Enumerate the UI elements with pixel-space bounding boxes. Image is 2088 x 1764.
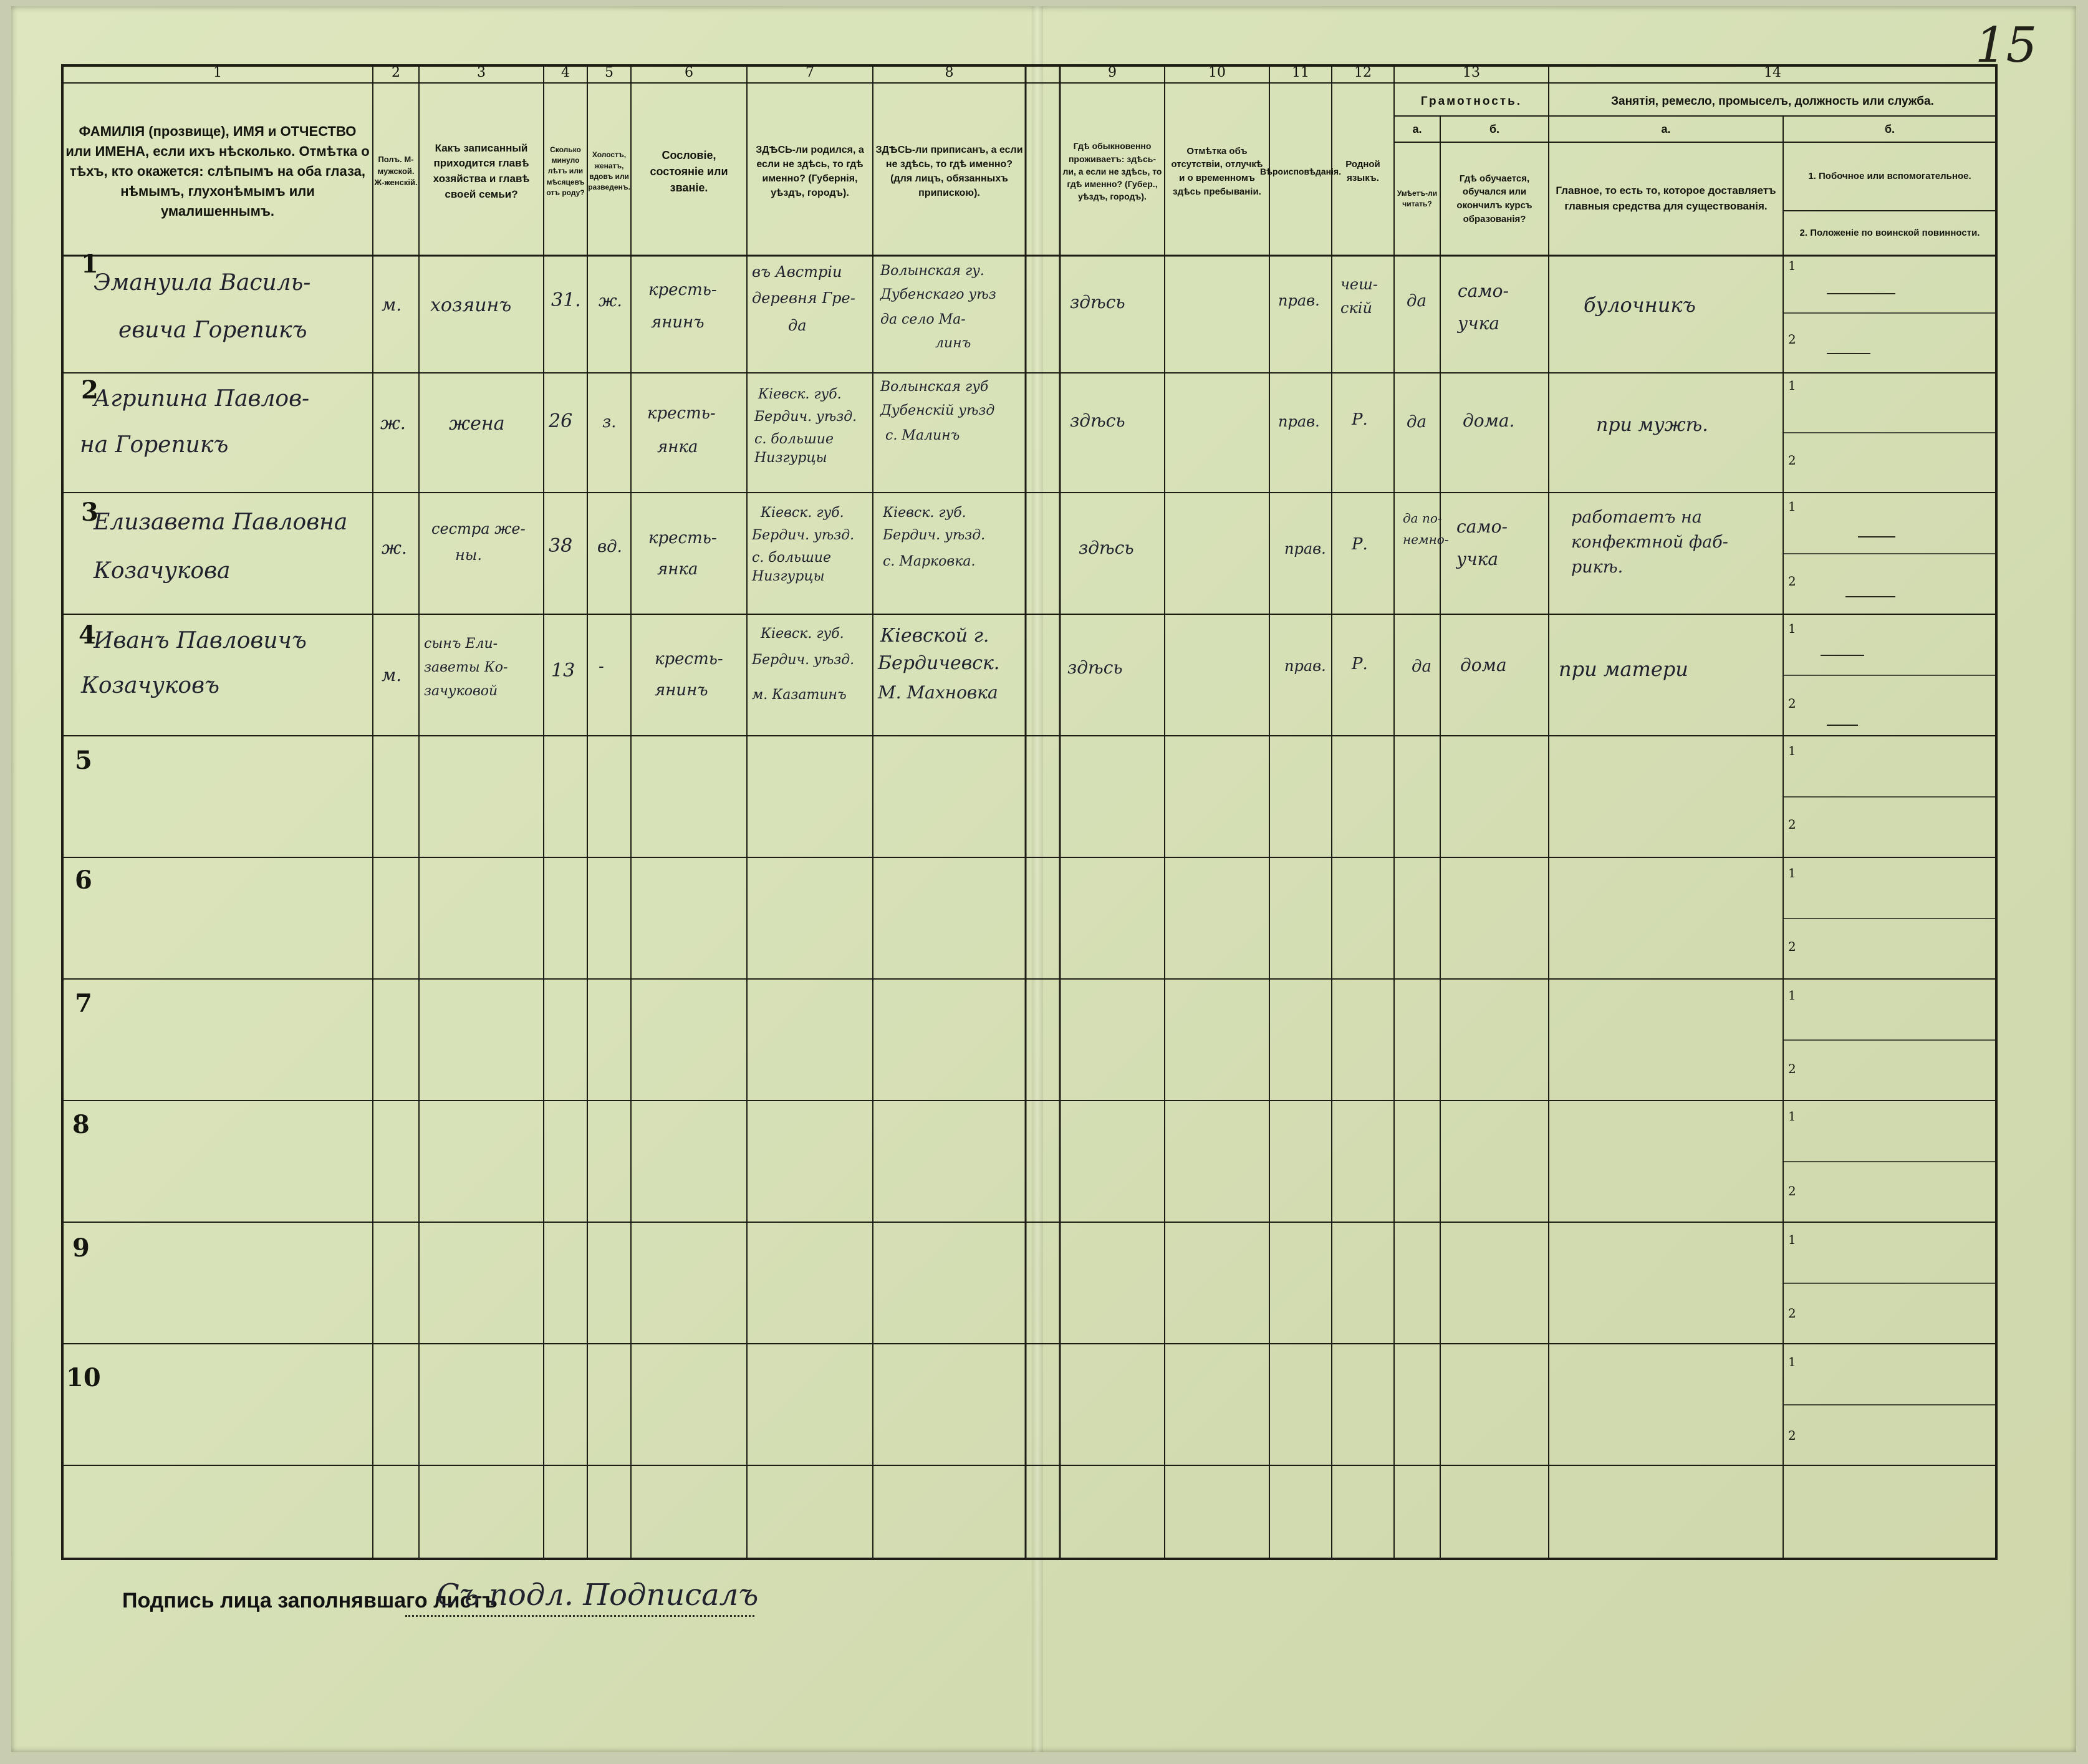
header-col13b-label: б. xyxy=(1489,122,1500,135)
row2-birth-2: Бердич. уѣзд. xyxy=(754,409,857,425)
row3-residence: здѣсь xyxy=(1079,537,1134,558)
row2-name-line1: Агрипина Павлов- xyxy=(94,386,310,412)
row2-registered-2: Дубенскій уѣзд xyxy=(880,403,995,418)
header-col11-religion: Вѣроисповѣданія. xyxy=(1260,166,1341,176)
row-number-1: 1 xyxy=(81,249,99,279)
row4-relation-1: сынъ Ели- xyxy=(424,636,498,652)
column-number-6: 6 xyxy=(685,65,693,80)
row-number-10: 10 xyxy=(66,1363,101,1392)
row3-name-line1: Елизавета Павловна xyxy=(94,509,348,535)
row4-literacy: да xyxy=(1412,657,1431,676)
row1-estate-2: янинъ xyxy=(651,313,705,332)
column-number-8: 8 xyxy=(945,65,954,80)
row2-name-line2: на Горепикъ xyxy=(80,432,229,458)
row3-birth-3: с. большие Низгурцы xyxy=(752,550,831,584)
row2-occupation: при мужѣ. xyxy=(1596,414,1708,436)
row4-education: дома xyxy=(1460,655,1507,675)
header-col14b-military: 2. Положеніе по воинской повинности. xyxy=(1799,228,1980,239)
row6-sub-2: 2 xyxy=(1788,939,1796,954)
row3-relation-1: сестра же- xyxy=(431,520,526,537)
row2-literacy: да xyxy=(1407,413,1426,431)
row4-sub-2: 2 xyxy=(1788,696,1796,711)
column-number-11: 11 xyxy=(1292,65,1309,80)
row1-marital: ж. xyxy=(599,292,622,311)
signature: Съ подл. Подписалъ xyxy=(436,1578,759,1612)
row-number-5: 5 xyxy=(75,746,92,775)
row3-military-dash xyxy=(1845,596,1895,597)
row1-registered-3: да село Ма- xyxy=(880,312,966,327)
row9-sub-1: 1 xyxy=(1788,1232,1796,1247)
row3-secondary-dash xyxy=(1858,536,1895,537)
row8-sub-1: 1 xyxy=(1788,1109,1796,1124)
row2-marital: з. xyxy=(602,413,617,431)
row3-education-2: учка xyxy=(1456,549,1499,569)
row1-relation: хозяинъ xyxy=(430,294,512,316)
row4-birth-2: Бердич. уѣзд. xyxy=(752,652,855,668)
row1-registered-1: Волынская гу. xyxy=(880,263,984,279)
row3-sub-1: 1 xyxy=(1788,499,1796,514)
row3-registered-1: Кіевск. губ. xyxy=(883,505,966,521)
row10-sub-1: 1 xyxy=(1788,1354,1796,1369)
row4-sex: м. xyxy=(382,665,402,685)
row1-sub-2: 2 xyxy=(1788,332,1796,347)
header-col4-age: Сколько минуло лѣтъ или мѣсяцевъ отъ роду? xyxy=(546,145,585,198)
row1-education-2: учка xyxy=(1458,313,1500,334)
row2-registered-1: Волынская губ xyxy=(880,379,989,395)
row3-relation-2: ны. xyxy=(455,546,482,564)
header-col8-registration: ЗДѢСЬ-ли приписанъ, а если не здѣсь, то гдѣ именно? (для лицъ, обязанныхъ припискою). xyxy=(875,144,1023,199)
header-col9-residence: Гдѣ обыкновенно проживаетъ: здѣсь-ли, а если не здѣсь, то гдѣ именно? (Губер., уѣздъ, городъ). xyxy=(1062,141,1162,202)
row1-military-dash xyxy=(1827,353,1870,354)
column-number-7: 7 xyxy=(806,65,814,80)
row1-sub-1: 1 xyxy=(1788,258,1796,273)
row4-birth-1: Кіевск. губ. xyxy=(761,626,844,642)
row4-name-line2: Козачуковъ xyxy=(81,673,220,698)
column-number-3: 3 xyxy=(477,65,486,80)
row2-residence: здѣсь xyxy=(1070,410,1125,431)
row1-occupation: булочникъ xyxy=(1584,293,1696,317)
row2-birth-3: с. большие Низгурцы xyxy=(754,431,834,466)
header-col13a-label: а. xyxy=(1412,122,1422,135)
row4-age: 13 xyxy=(551,660,575,682)
row4-residence: здѣсь xyxy=(1067,657,1123,678)
row10-sub-2: 2 xyxy=(1788,1428,1796,1443)
header-col14-occupation: Занятія, ремесло, промыселъ, должность или служба. xyxy=(1611,95,1934,108)
row4-name-line1: Иванъ Павловичъ xyxy=(94,628,307,653)
row2-sub-2: 2 xyxy=(1788,453,1796,468)
column-number-2: 2 xyxy=(392,65,400,80)
row4-estate-1: кресть- xyxy=(655,650,723,668)
row1-sex: м. xyxy=(382,294,402,315)
row3-age: 38 xyxy=(549,535,573,557)
header-col13a-reads: Умѣетъ-ли читать? xyxy=(1397,188,1438,208)
row-number-6: 6 xyxy=(75,865,92,895)
column-number-4: 4 xyxy=(561,65,570,80)
row4-military-dash xyxy=(1827,725,1858,726)
row3-occupation-2: конфектной фаб- xyxy=(1571,533,1728,552)
row4-secondary-dash xyxy=(1821,655,1864,656)
row-number-4: 4 xyxy=(79,620,96,650)
row2-education: дома. xyxy=(1463,410,1515,431)
row1-registered-2: Дубенскаго уѣз xyxy=(880,287,996,302)
row4-registered-2: Бердичевск. xyxy=(878,652,1000,674)
column-number-9: 9 xyxy=(1108,65,1117,80)
column-number-14: 14 xyxy=(1764,65,1781,80)
row2-relation: жена xyxy=(449,413,505,435)
row3-birth-2: Бердич. уѣзд. xyxy=(752,528,855,543)
row-number-3: 3 xyxy=(81,498,99,527)
row3-occupation-3: рикѣ. xyxy=(1571,557,1624,577)
row7-sub-1: 1 xyxy=(1788,988,1796,1003)
row6-sub-1: 1 xyxy=(1788,865,1796,880)
row2-estate-1: кресть- xyxy=(647,404,716,423)
row3-occupation-1: работаетъ на xyxy=(1571,508,1702,527)
row1-birth-1: въ Австріи xyxy=(752,263,842,281)
row4-registered-3: М. Махновка xyxy=(878,682,998,703)
row4-registered-1: Кіевской г. xyxy=(880,625,989,647)
row3-education-1: само- xyxy=(1456,516,1508,537)
row3-sex: ж. xyxy=(382,537,407,558)
row5-sub-2: 2 xyxy=(1788,817,1796,832)
row4-marital: - xyxy=(599,657,604,676)
row4-relation-3: зачуковой xyxy=(424,683,498,699)
row3-marital: вд. xyxy=(597,537,622,556)
row3-name-line2: Козачукова xyxy=(94,558,231,584)
row3-literacy-1: да по- xyxy=(1403,511,1442,526)
row9-sub-2: 2 xyxy=(1788,1306,1796,1321)
row2-age: 26 xyxy=(549,410,573,432)
row-number-9: 9 xyxy=(72,1233,90,1263)
row1-birth-2: деревня Гре- xyxy=(752,289,855,307)
column-number-12: 12 xyxy=(1354,65,1372,80)
row3-sub-2: 2 xyxy=(1788,574,1796,589)
row-number-8: 8 xyxy=(72,1110,90,1139)
column-number-5: 5 xyxy=(605,65,613,80)
row2-registered-3: с. Малинъ xyxy=(885,428,960,443)
row2-estate-2: янка xyxy=(657,438,698,456)
row4-relation-2: заветы Ко- xyxy=(424,660,508,675)
header-col7-birthplace: ЗДѢСЬ-ли родился, а если не здѣсь, то гдѣ именно? (Губернія, уѣздъ, городъ). xyxy=(756,144,864,199)
row1-name-line2: евича Горепикъ xyxy=(118,317,307,343)
row5-sub-1: 1 xyxy=(1788,743,1796,758)
row1-residence: здѣсь xyxy=(1070,292,1125,312)
header-col5-marital: Холостъ, женатъ, вдовъ или разведенъ. xyxy=(588,150,630,192)
header-col13b-education: Гдѣ обучается, обучался или окончилъ курсъ образованія? xyxy=(1456,173,1532,224)
row1-registered-4: линъ xyxy=(935,335,971,351)
row8-sub-2: 2 xyxy=(1788,1183,1796,1198)
row2-sub-1: 1 xyxy=(1788,378,1796,393)
row4-language: Р. xyxy=(1352,655,1368,673)
row3-religion: прав. xyxy=(1284,540,1326,557)
row1-age: 31. xyxy=(551,289,581,311)
signature-line xyxy=(405,1615,754,1617)
row2-religion: прав. xyxy=(1278,413,1320,430)
row-number-2: 2 xyxy=(81,375,99,405)
header-col6-estate: Сословіе, состояніе или званіе. xyxy=(650,148,728,195)
row2-birth-1: Кіевск. губ. xyxy=(758,387,842,402)
row3-birth-1: Кіевск. губ. xyxy=(761,505,844,521)
row1-birth-3: да xyxy=(788,317,807,334)
row3-estate-1: кресть- xyxy=(648,529,717,547)
row7-sub-2: 2 xyxy=(1788,1061,1796,1076)
row1-literacy: да xyxy=(1407,292,1426,311)
header-col3-relation: Какъ записанный приходится главѣ хозяйства и главѣ своей семьи? xyxy=(433,142,530,200)
column-number-10: 10 xyxy=(1208,65,1226,80)
row3-estate-2: янка xyxy=(657,560,698,579)
header-col13-literacy: Грамотность. xyxy=(1420,95,1523,108)
row4-estate-2: янинъ xyxy=(655,681,708,700)
row1-language-2: скій xyxy=(1340,299,1372,317)
row1-language-1: чеш- xyxy=(1340,276,1378,293)
row2-sex: ж. xyxy=(380,413,406,433)
header-col1-name: ФАМИЛІЯ (прозвище), ИМЯ и ОТЧЕСТВО или ИМЕНА, если ихъ нѣсколько. Отмѣтка о тѣхъ, кто окажется: слѣпымъ на оба глаза, нѣмымъ, глухонѣмымъ или умалишеннымъ. xyxy=(65,123,370,219)
header-col12-language: Родной языкъ. xyxy=(1345,159,1380,183)
row4-occupation: при матери xyxy=(1559,657,1688,681)
row3-literacy-2: немно- xyxy=(1403,532,1449,547)
row2-language: Р. xyxy=(1352,410,1368,429)
header-col10-absence: Отмѣтка объ отсутствіи, отлучкѣ и о временномъ здѣсь пребываніи. xyxy=(1171,145,1263,197)
row4-religion: прав. xyxy=(1284,657,1326,675)
row1-estate-1: кресть- xyxy=(648,281,717,299)
header-col14b-label: б. xyxy=(1884,122,1895,135)
row3-registered-2: Бердич. уѣзд. xyxy=(883,528,986,543)
row1-religion: прав. xyxy=(1278,292,1320,309)
row1-education-1: само- xyxy=(1458,281,1509,301)
header-col14b-secondary: 1. Побочное или вспомогательное. xyxy=(1808,171,1971,182)
signature-label: Подпись лица заполнявшаго листъ xyxy=(122,1589,498,1612)
column-number-1: 1 xyxy=(213,65,222,80)
header-col2-sex: Полъ. М-мужской. Ж-женскій. xyxy=(374,154,418,188)
row-number-7: 7 xyxy=(75,989,92,1018)
row3-language: Р. xyxy=(1352,535,1368,554)
row3-registered-3: с. Марковка. xyxy=(883,554,976,569)
row4-sub-1: 1 xyxy=(1788,621,1796,636)
column-number-13: 13 xyxy=(1463,65,1480,80)
row1-secondary-dash xyxy=(1827,293,1895,294)
row4-birth-3: м. Казатинъ xyxy=(752,687,847,703)
header-col14a-label: а. xyxy=(1661,122,1671,135)
header-col14a-main: Главное, то есть то, которое доставляетъ главныя средства для существованія. xyxy=(1556,185,1776,212)
row1-name-line1: Эмануила Василь- xyxy=(94,270,311,296)
page-number: 15 xyxy=(1975,17,2037,74)
